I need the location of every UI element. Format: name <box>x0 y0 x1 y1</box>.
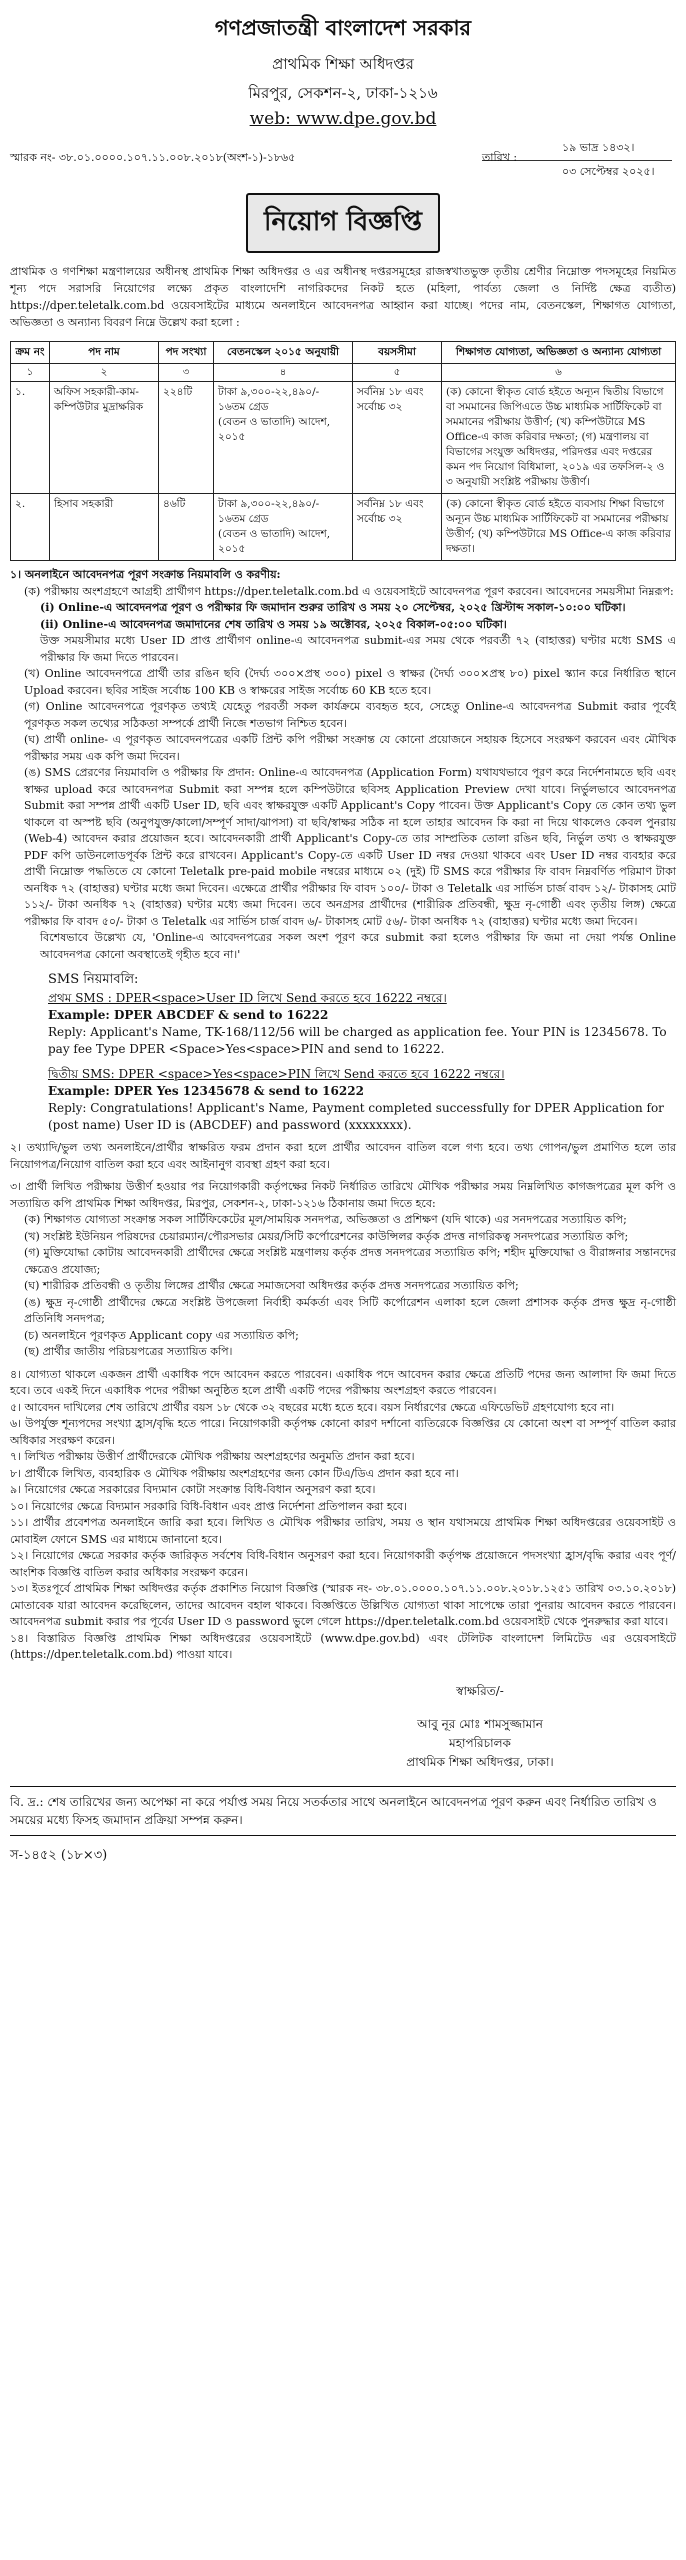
sms-reply-1: Reply: Applicant's Name, TK-168/112/56 will be charged as application fee. Your PIN is 12345678. To pay fee Type DPER <Space>Yes<space>PIN and send to 16222. <box>48 1025 667 1056</box>
index-cell: ৫ <box>353 364 442 382</box>
rule-item: ৯। নিয়োগের ক্ষেত্রে সরকারের বিদ্যমান কোটা সংক্রান্ত বিধি-বিধান অনুসরণ করা হবে। <box>10 1483 376 1496</box>
rule-item: ৪। যোগ্যতা থাকলে একজন প্রার্থী একাধিক পদে আবেদন করতে পারবেন। একাধিক পদে আবেদন করার ক্ষেত্রে প্রতিটি পদের জন্য আলাদা ফি জমা দিতে হবে। তবে একই দিনে একাধিক পদের পরীক্ষা অনুষ্ঠিত হলে প্রার্থী একটি পদের পরীক্ষায় অংশগ্রহণ করতে পারবেন। <box>10 1367 676 1397</box>
row-age: সর্বনিম্ন ১৮ এবং সর্বোচ্চ ৩২ <box>353 494 442 561</box>
date-english: ০৩ সেপ্টেম্বর ২০২৫। <box>562 165 655 178</box>
rule-item: ১০। নিয়োগের ক্ষেত্রে বিদ্যমান সরকারি বিধি-বিধান এবং প্রাপ্ত নির্দেশনা প্রতিপালন করা হবে। <box>10 1499 408 1513</box>
table-header-row <box>11 342 676 364</box>
rule-item: ৬। উপর্যুক্ত শূন্যপদের সংখ্যা হ্রাস/বৃদ্ধি হতে পারে। নিয়োগকারী কর্তৃপক্ষ কোনো কারণ দর্শানো ব্যতিরেকে বিজ্ঞপ্তির যে কোনো অংশ বা সম্পূর্ণ বাতিল করার অধিকার সংরক্ষণ করেন। <box>10 1417 676 1447</box>
rule-item: বিশেষভাবে উল্লেখ্য যে, 'Online-এ আবেদনপত্রের সকল অংশ পূরণ করে submit করা হলেও পরীক্ষার ফি জমা না দেয়া পর্যন্ত Online আবেদনপত্র কোনো অবস্থাতেই গৃহীত হবে না।' <box>40 931 676 961</box>
rule-item: ১৪। বিস্তারিত বিজ্ঞপ্তি প্রাথমিক শিক্ষা অধিদপ্তরের ওয়েবসাইটে (www.dpe.gov.bd) এবং টেলিটক বাংলাদেশ লিমিটেড এর ওয়েবসাইটে (https://dper.teletalk.com.bd) পাওয়া যাবে। <box>10 1631 676 1661</box>
scale-ref: (বেতন ও ভাতাদি) আদেশ, ২০১৫ <box>218 528 331 555</box>
doc-item: (ক) শিক্ষাগত যোগ্যতা সংক্রান্ত সকল সার্টিফিকেটের মূল/সাময়িক সনদপত্র, অভিজ্ঞতা ও প্রশিক্ষণ (যদি থাকে) এর সনদপত্রের সত্যায়িত কপি; <box>24 1213 627 1226</box>
table-row <box>11 382 676 494</box>
sign-label: স্বাক্ষরিত/- <box>456 1683 504 1698</box>
row-serial: ১. <box>11 382 50 494</box>
rule-item: (খ) Online আবেদনপত্রে প্রার্থী তার রঙিন ছবি (দৈর্ঘ্য ৩০০×প্রস্থ ৩০০) pixel ও স্বাক্ষর (দৈর্ঘ্য ৩০০×প্রস্থ ৮০) pixel স্ক্যান করে নির্ধারিত স্থানে Upload করবেন। ছবির সাইজ সর্বোচ্চ 100 KB ও স্বাক্ষরের সাইজ সর্বোচ্চ 60 KB হতে হবে। <box>24 667 676 697</box>
row-count: ২২৪টি <box>159 382 214 494</box>
index-cell: ৬ <box>442 364 676 382</box>
scale-grade: ১৬তম গ্রেড <box>218 513 269 525</box>
doc-item: (চ) অনলাইনে পূরণকৃত Applicant copy এর সত্যায়িত কপি; <box>24 1328 299 1342</box>
doc-item: (ঙ) ক্ষুদ্র নৃ-গোষ্ঠী প্রার্থীদের ক্ষেত্রে সংশ্লিষ্ট উপজেলা নির্বাহী কর্মকর্তা এবং সিটি কর্পোরেশন এলাকা হলে জেলা প্রশাসক কর্তৃক প্রদত্ত ক্ষুদ্র নৃ-গোষ্ঠী প্রতিনিধি সনদপত্র; <box>24 1295 676 1325</box>
rule-item: ১৩। ইতঃপূর্বে প্রাথমিক শিক্ষা অধিদপ্তর কর্তৃক প্রকাশিত নিয়োগ বিজ্ঞপ্তি (স্মারক নং- ৩৮.০১.০০০০.১০৭.১১.০০৮.২০১৮.১২৫১ তারিখ ০৩.১০.২০১৮) মোতাবেক যারা আবেদন করেছিলেন, তাদের আবেদন বহাল থাকবে। বিজ্ঞপ্তিতে উল্লিখিত যোগ্যতা থাকা সাপেক্ষে তারা পুনরায় আবেদন করতে পারবেন। আবেদনপত্র submit করার পর পূর্বের User ID ও password ভুলে গেলে https://dper.teletalk.com.bd ওয়েবসাইট থেকে পুনরুদ্ধার করা যাবে। <box>10 1582 676 1628</box>
section-false-info <box>10 1140 676 1173</box>
signatory-name: আবু নূর মোঃ শামসুজ্জামান <box>417 1716 543 1731</box>
signature-block <box>10 1682 676 1772</box>
rule-item: (ঘ) প্রার্থী online- এ পূরণকৃত আবেদনপত্রের একটি প্রিন্ট কপি পরীক্ষা সংক্রান্ত যে কোনো প্রয়োজনে সহায়ক হিসেবে সংরক্ষণ করবেন এবং মৌখিক পরীক্ষার সময় এক কপি জমা দিবেন। <box>24 733 676 763</box>
section-title: ১। অনলাইনে আবেদনপত্র পূরণ সংক্রান্ত নিয়মাবলি ও করণীয়: <box>10 568 281 581</box>
col-qualification: শিক্ষাগত যোগ্যতা, অভিজ্ঞতা ও অন্যান্য যোগ্যতা <box>442 342 676 364</box>
row-post: হিসাব সহকারী <box>50 494 159 561</box>
section-title: ৩। প্রার্থী লিখিত পরীক্ষায় উত্তীর্ণ হওয়ার পর নিয়োগকারী কর্তৃপক্ষের নিকট নির্ধারিত তারিখে মৌখিক পরীক্ষার সময় নিম্নলিখিত কাগজপত্রের মূল কপি ও সত্যায়িত কপি প্রাথমিক শিক্ষা অধিদপ্তর, মিরপুর, সেকশন-২, ঢাকা-১২১৬ ঠিকানায় জমা দিতে হবে: <box>10 1180 676 1210</box>
sms-instructions <box>10 971 676 1134</box>
col-post: পদ নাম <box>50 342 159 364</box>
section-general-rules <box>10 1367 676 1664</box>
table-index-row <box>11 364 676 382</box>
col-age: বয়সসীমা <box>353 342 442 364</box>
col-scale: বেতনস্কেল ২০১৫ অনুযায়ী <box>214 342 353 364</box>
rule-item: ১২। নিয়োগের ক্ষেত্রে সরকার কর্তৃক জারিকৃত সর্বশেষ বিধি-বিধান অনুসরণ করা হবে। নিয়োগকারী কর্তৃপক্ষ প্রয়োজনে পদসংখ্যা হ্রাস/বৃদ্ধি করার এবং পূর্ণ/আংশিক বিজ্ঞপ্তি বাতিল করার অধিকার সংরক্ষণ করেন। <box>10 1549 676 1579</box>
row-qualification: (ক) কোনো স্বীকৃত বোর্ড হইতে ব্যবসায় শিক্ষা বিভাগে অন্যূন উচ্চ মাধ্যমিক সার্টিফিকেট বা সমমানের পরীক্ষায় উত্তীর্ণ; (খ) কম্পিউটারে MS Office-এ কাজ করিবার দক্ষতা। <box>442 494 676 561</box>
dept-name: প্রাথমিক শিক্ষা অধিদপ্তর <box>272 55 414 73</box>
scale-grade: ১৬তম গ্রেড <box>218 401 269 413</box>
rule-item: ৮। প্রার্থীকে লিখিত, ব্যবহারিক ও মৌখিক পরীক্ষায় অংশগ্রহণের জন্য কোন টিএ/ডিএ প্রদান করা হবে না। <box>10 1466 459 1480</box>
rule-item: ১১। প্রার্থীর প্রবেশপত্র অনলাইনে জারি করা হবে। লিখিত ও মৌখিক পরীক্ষার তারিখ, সময় ও স্থান যথাসময়ে প্রাথমিক শিক্ষা অধিদপ্তরের ওয়েবসাইট ও মোবাইল ফোনে SMS এর মাধ্যমে জানানো হবে। <box>10 1516 676 1546</box>
index-cell: ২ <box>50 364 159 382</box>
index-cell: ১ <box>11 364 50 382</box>
memo-number: স্মারক নং- ৩৮.০১.০০০০.১০৭.১১.০০৮.২০১৮(অংশ-১)-১৮৬৫ <box>10 151 296 164</box>
sms-example-1: Example: DPER ABCDEF & send to 16222 <box>48 1008 329 1022</box>
rule-item: (ক) পরীক্ষায় অংশগ্রহণে আগ্রহী প্রার্থীগণ https://dper.teletalk.com.bd এ ওয়েবসাইটে আবেদনপত্র পূরণ করবেন। আবেদনের সময়সীমা নিম্নরূপ: <box>24 584 674 598</box>
table-row <box>11 494 676 561</box>
doc-item: (গ) মুক্তিযোদ্ধা কোটায় আবেদনকারী প্রার্থীদের ক্ষেত্রে সংশ্লিষ্ট মন্ত্রণালয় কর্তৃক প্রদত্ত সনদপত্রের সত্যায়িত কপি; শহীদ মুক্তিযোদ্ধা ও বীরাঙ্গনার সন্তানদের ক্ষেত্রেও প্রযোজ্য; <box>24 1246 676 1276</box>
row-scale <box>214 494 353 561</box>
date-label: তারিখ : <box>482 151 518 164</box>
rule-item: ৫। আবেদন দাখিলের শেষ তারিখে প্রার্থীর বয়স ১৮ থেকে ৩২ বছরের মধ্যে হতে হবে। বয়স নির্ধারণের ক্ষেত্রে এফিডেভিট গ্রহণযোগ্য হবে না। <box>10 1400 615 1414</box>
posts-table <box>10 341 676 561</box>
sms-reply-2: Reply: Congratulations! Applicant's Name, Payment completed successfully for DPER Application for (post name) User ID is (ABCDEF) and password (xxxxxxxx). <box>48 1101 664 1132</box>
date-block <box>482 137 672 182</box>
row-post: অফিস সহকারী-কাম-কম্পিউটার মুদ্রাক্ষরিক <box>50 382 159 494</box>
sms-first: প্রথম SMS : DPER<space>User ID লিখে Send করতে হবে 16222 নম্বরে। <box>48 991 447 1005</box>
notice-page <box>10 8 676 1867</box>
govt-title: গণপ্রজাতন্ত্রী বাংলাদেশ সরকার <box>214 15 472 40</box>
signatory-designation: মহাপরিচালক <box>449 1735 511 1750</box>
rule-item: (i) Online-এ আবেদনপত্র পূরণ ও পরীক্ষার ফি জমাদান শুরুর তারিখ ও সময় ২০ সেপ্টেম্বর, ২০২৫ খ্রিস্টাব্দ সকাল-১০:০০ ঘটিকা। <box>40 601 626 614</box>
index-cell: ৪ <box>214 364 353 382</box>
footer-divider <box>10 1835 676 1836</box>
row-scale <box>214 382 353 494</box>
sms-second: দ্বিতীয় SMS: DPER <space>Yes<space>PIN লিখে Send করতে হবে 16222 নম্বরে। <box>48 1067 505 1081</box>
print-code: স-১৪৫২ (১৮×৩) <box>10 1847 108 1863</box>
index-cell: ৩ <box>159 364 214 382</box>
rule-item: ২। তথ্যাদি/ভুল তথ্য অনলাইনে/প্রার্থীর স্বাক্ষরিত ফরম প্রদান করা হলে প্রার্থীর আবেদন বাতিল বলে গণ্য হবে। তথ্য গোপন/ভুল প্রমাণিত হলে তার নিয়োগপত্র/নিয়োগ বাতিল করা হবে এবং আইনানুগ ব্যবস্থা গ্রহণ করা হবে। <box>10 1141 676 1171</box>
section-documents <box>10 1179 676 1361</box>
dept-address: মিরপুর, সেকশন-২, ঢাকা-১২১৬ <box>248 84 438 102</box>
scale-amount: টাকা ৯,৩০০-২২,৪৯০/- <box>218 386 320 398</box>
col-count: পদ সংখ্যা <box>159 342 214 364</box>
section-online-rules <box>10 567 676 963</box>
doc-item: (খ) সংশ্লিষ্ট ইউনিয়ন পরিষদের চেয়ারম্যান/পৌরসভার মেয়র/সিটি কর্পোরেশনের কাউন্সিলর কর্তৃক প্রদত্ত নাগরিকত্ব সনদপত্রের সত্যায়িত কপি; <box>24 1229 629 1243</box>
signatory-office: প্রাথমিক শিক্ষা অধিদপ্তর, ঢাকা। <box>406 1754 554 1769</box>
rule-item: (ঙ) SMS প্রেরণের নিয়মাবলি ও পরীক্ষার ফি প্রদান: Online-এ আবেদনপত্র (Application Form) যথাযথভাবে পূরণ করে নির্দেশনামতে ছবি এবং স্বাক্ষর upload করে আবেদনপত্র Submit করা সম্পন্ন হলে কম্পিউটারে ছবিসহ Application Preview দেখা যাবে। নির্ভুলভাবে আবেদনপত্র Submit করা সম্পন্ন প্রার্থী একটি User ID, ছবি এবং স্বাক্ষরযুক্ত একটি Applicant's Copy পাবেন। উক্ত Applicant's Copy তে কোন তথ্য ভুল থাকলে বা অস্পষ্ট ছবি (অনুপযুক্ত/কালো/সম্পূর্ণ সাদা/ঝাপসা) বা ছবি/স্বাক্ষর সঠিক না হলে তাহার আবেদন কি করা না দিয়ে থাকলেও কেবল পুনরায় (Web-4) আবেদন করার প্রয়োজন হবে। আবেদনকারী প্রার্থী Applicant's Copy-তে তার সাম্প্রতিক তোলা রঙিন ছবি, নির্ভুল তথ্য ও স্বাক্ষরযুক্ত PDF কপি ডাউনলোডপূর্বক প্রিন্ট করে রাখবেন। Applicant's Copy-তে একটি User ID নম্বর দেওয়া থাকবে এবং User ID নম্বর ব্যবহার করে প্রার্থী নিম্নোক্ত পদ্ধতিতে যে কোনো Teletalk pre-paid mobile নম্বরের মাধ্যমে ০২ (দুই) টি SMS করে পরীক্ষার ফি বাবদ নিম্নবর্ণিত পরিমাণ টাকা অনধিক ৭২ (বাহাত্তর) ঘণ্টার মধ্যে জমা দিবেন। এক্ষেত্রে প্রার্থীর পরীক্ষার ফি বাবদ ১০০/- টাকা ও Teletalk এর সার্ভিস চার্জ বাবদ ১২/- টাকাসহ মোট ১১২/- টাকা অনধিক ৭২ (বাহাত্তর) ঘণ্টার মধ্যে জমা দিবেন। তবে অনগ্রসর প্রার্থীদের (শারীরিক প্রতিবন্ধী, ক্ষুদ্র নৃ-গোষ্ঠী এবং তৃতীয় লিঙ্গ) ক্ষেত্রে পরীক্ষার ফি বাবদ ৫০/- টাকা ও Teletalk এর সার্ভিস চার্জ বাবদ ৬/- টাকাসহ মোট ৫৬/- টাকা অনধিক ৭২ (বাহাত্তর) ঘণ্টার মধ্যে জমা দিবেন। <box>24 766 676 928</box>
row-qualification: (ক) কোনো স্বীকৃত বোর্ড হইতে অন্যূন দ্বিতীয় বিভাগে বা সমমানের জিপিএতে উচ্চ মাধ্যমিক সার্টিফিকেট বা সমমানের পরীক্ষায় উত্তীর্ণ; (খ) কম্পিউটারে MS Office-এ কাজ করিবার দক্ষতা; (গ) মন্ত্রণালয় বা বিভাগের সংযুক্ত অধিদপ্তর, পরিদপ্তর এবং দপ্তরের কমন পদ নিয়োগ বিধিমালা, ২০১৯ এর তফসিল-২ ও ৩ অনুযায়ী সংশ্লিষ্ট পরীক্ষায় উত্তীর্ণ। <box>442 382 676 494</box>
intro-paragraph: প্রাথমিক ও গণশিক্ষা মন্ত্রণালয়ের অধীনস্থ প্রাথমিক শিক্ষা অধিদপ্তর ও এর অধীনস্থ দপ্তরসমূহের রাজস্বখাতভুক্ত তৃতীয় শ্রেণীর নিম্নোক্ত পদসমূহের নিয়মিত শূন্য পদে সরাসরি নিয়োগের লক্ষ্যে প্রকৃত বাংলাদেশি নাগরিকদের নিকট হতে (মহিলা, পার্বত্য জেলা ও নির্দিষ্ট ক্ষেত্র ব্যতীত) https://dper.teletalk.com.bd ওয়েবসাইটের মাধ্যমে অনলাইনে আবেদনপত্র আহ্বান করা যাচ্ছে। পদের নাম, বেতনস্কেল, শিক্ষাগত যোগ্যতা, অভিজ্ঞতা ও অন্যান্য বিবরণ নিম্নে উল্লেখ করা হলো : <box>10 265 676 329</box>
row-count: ৪৬টি <box>159 494 214 561</box>
row-age: সর্বনিম্ন ১৮ এবং সর্বোচ্চ ৩২ <box>353 382 442 494</box>
rule-item: (ii) Online-এ আবেদনপত্র জমাদানের শেষ তারিখ ও সময় ১৯ অক্টোবর, ২০২৫ বিকাল-০৫:০০ ঘটিকা। <box>40 617 507 631</box>
col-serial: ক্রম নং <box>11 342 50 364</box>
date-bangla: ১৯ ভাদ্র ১৪৩২। <box>482 137 672 161</box>
reference-row <box>10 137 676 181</box>
doc-item: (ঘ) শারীরিক প্রতিবন্ধী ও তৃতীয় লিঙ্গের প্রার্থীর ক্ষেত্রে সমাজসেবা অধিদপ্তর কর্তৃক প্রদত্ত সনদপত্রের সত্যায়িত কপি; <box>24 1279 519 1292</box>
sms-example-2: Example: DPER Yes 12345678 & send to 16222 <box>48 1084 364 1098</box>
rule-item: (গ) Online আবেদনপত্রে পূরণকৃত তথ্যই যেহেতু পরবর্তী সকল কার্যক্রমে ব্যবহৃত হবে, সেহেতু Online-এ আবেদনপত্র Submit করার পূর্বেই পূরণকৃত সকল তথ্যের সঠিকতা সম্পর্কে প্রার্থী নিজে শতভাগ নিশ্চিত হবেন। <box>24 700 676 730</box>
scale-amount: টাকা ৯,৩০০-২২,৪৯০/- <box>218 498 320 510</box>
scale-ref: (বেতন ও ভাতাদি) আদেশ, ২০১৫ <box>218 416 331 443</box>
doc-item: (ছ) প্রার্থীর জাতীয় পরিচয়পত্রের সত্যায়িত কপি। <box>24 1345 233 1358</box>
rule-item: ৭। লিখিত পরীক্ষায় উত্তীর্ণ প্রার্থীদেরকে মৌখিক পরীক্ষায় অংশগ্রহণের অনুমতি প্রদান করা হবে। <box>10 1450 415 1463</box>
rule-item: উক্ত সময়সীমার মধ্যে User ID প্রাপ্ত প্রার্থীগণ online-এ আবেদনপত্র submit-এর সময় থেকে পরবর্তী ৭২ (বাহাত্তর) ঘণ্টার মধ্যে SMS এ পরীক্ষার ফি জমা দিতে পারবেন। <box>40 634 676 664</box>
notice-title: নিয়োগ বিজ্ঞপ্তি <box>246 193 440 253</box>
row-serial: ২. <box>11 494 50 561</box>
sms-title: SMS নিয়মাবলি: <box>48 972 139 987</box>
website-link[interactable]: web: www.dpe.gov.bd <box>249 109 437 129</box>
footer-note: বি. দ্র.: শেষ তারিখের জন্য অপেক্ষা না করে পর্যাপ্ত সময় নিয়ে সতর্কতার সাথে অনলাইনে আবেদনপত্র পূরণ করুন এবং নির্ধারিত তারিখ ও সময়ের মধ্যে ফিসহ জমাদান প্রক্রিয়া সম্পন্ন করুন। <box>10 1786 676 1829</box>
